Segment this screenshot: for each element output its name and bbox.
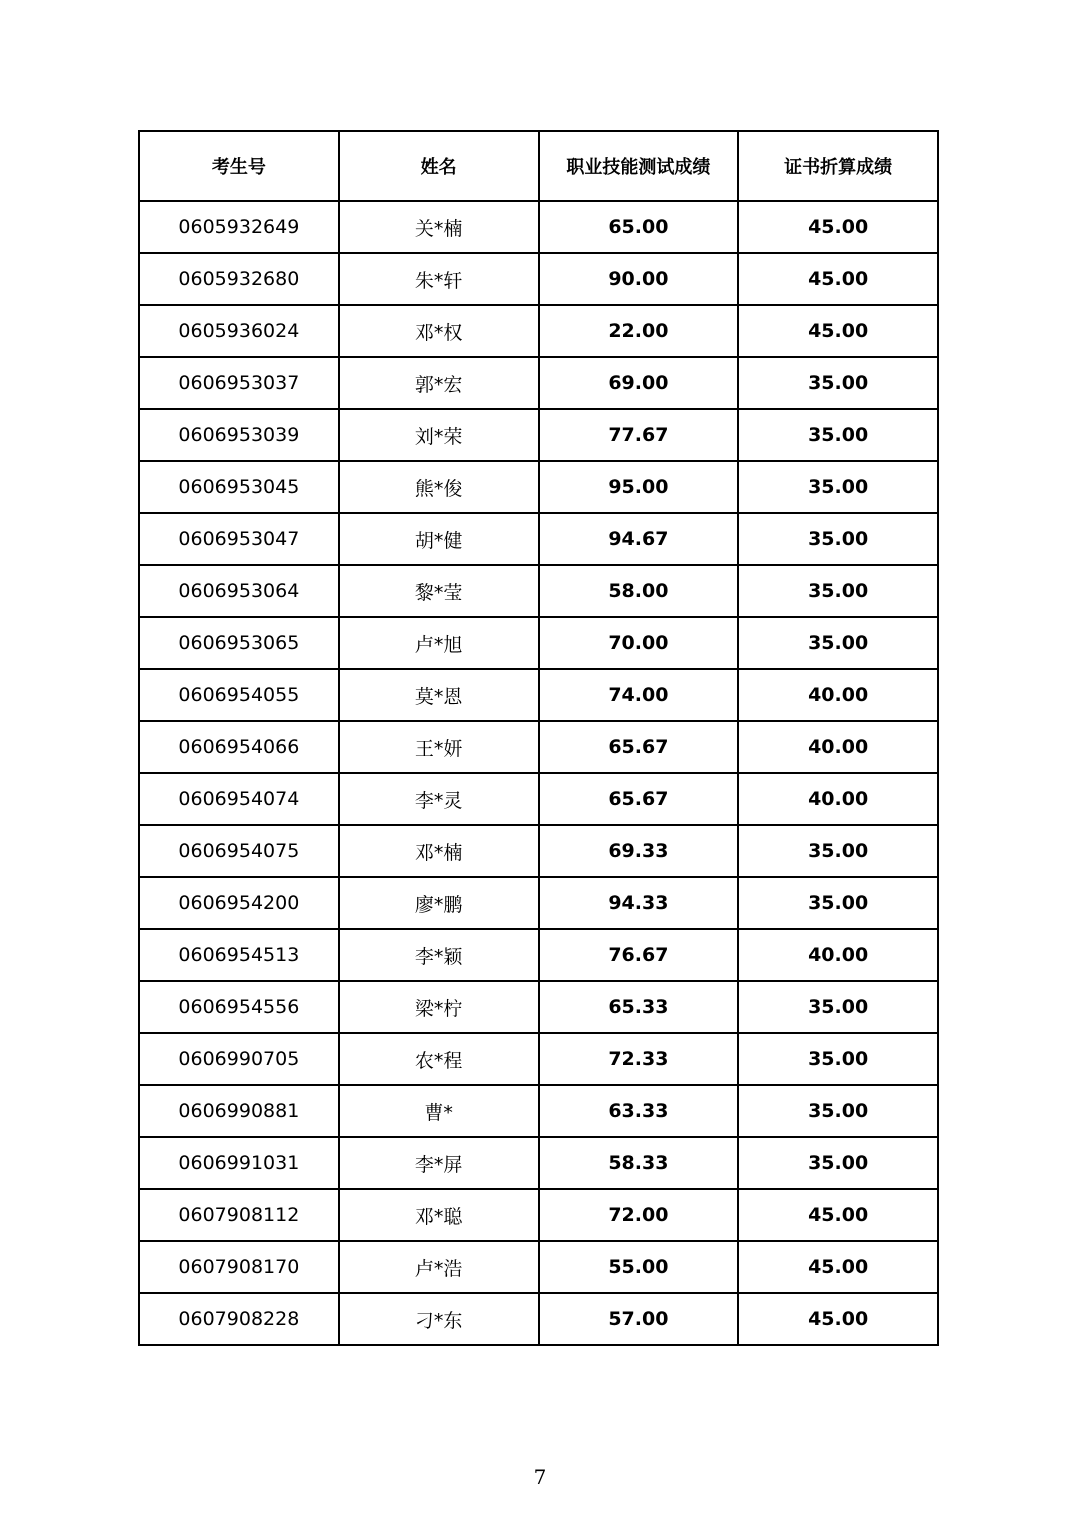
- cert-score-cell: 35.00: [738, 877, 938, 929]
- table-row: [139, 825, 938, 877]
- table-row: [139, 253, 938, 305]
- name-cell: 朱*轩: [339, 253, 539, 305]
- cert-score-cell: 35.00: [738, 461, 938, 513]
- cert-score-cell: 45.00: [738, 201, 938, 253]
- cert-score-cell: 35.00: [738, 981, 938, 1033]
- skill-score-cell: 70.00: [539, 617, 739, 669]
- cert-score-cell: 45.00: [738, 1241, 938, 1293]
- table-row: [139, 1137, 938, 1189]
- score-table: [138, 130, 939, 1346]
- name-cell: 郭*宏: [339, 357, 539, 409]
- table-row: [139, 1085, 938, 1137]
- exam-id-cell: 0606953064: [139, 565, 339, 617]
- exam-id-cell: 0606954200: [139, 877, 339, 929]
- table-row: [139, 357, 938, 409]
- name-cell: 黎*莹: [339, 565, 539, 617]
- skill-score-cell: 65.00: [539, 201, 739, 253]
- cert-score-cell: 35.00: [738, 513, 938, 565]
- cert-score-cell: 35.00: [738, 357, 938, 409]
- skill-score-cell: 94.33: [539, 877, 739, 929]
- exam-id-cell: 0606954055: [139, 669, 339, 721]
- table-row: [139, 721, 938, 773]
- cert-score-cell: 35.00: [738, 565, 938, 617]
- header-skill-score: 职业技能测试成绩: [539, 131, 739, 201]
- skill-score-cell: 74.00: [539, 669, 739, 721]
- name-cell: 李*灵: [339, 773, 539, 825]
- exam-id-cell: 0605932649: [139, 201, 339, 253]
- table-row: [139, 409, 938, 461]
- cert-score-cell: 45.00: [738, 1293, 938, 1345]
- exam-id-cell: 0606954066: [139, 721, 339, 773]
- name-cell: 卢*浩: [339, 1241, 539, 1293]
- name-cell: 邓*楠: [339, 825, 539, 877]
- cert-score-cell: 35.00: [738, 617, 938, 669]
- name-cell: 刘*荣: [339, 409, 539, 461]
- skill-score-cell: 63.33: [539, 1085, 739, 1137]
- header-exam-id: 考生号: [139, 131, 339, 201]
- exam-id-cell: 0606953037: [139, 357, 339, 409]
- table-row: [139, 929, 938, 981]
- table-row: [139, 617, 938, 669]
- table-row: [139, 877, 938, 929]
- exam-id-cell: 0606953047: [139, 513, 339, 565]
- table-row: [139, 981, 938, 1033]
- cert-score-cell: 40.00: [738, 721, 938, 773]
- exam-id-cell: 0606991031: [139, 1137, 339, 1189]
- name-cell: 王*妍: [339, 721, 539, 773]
- exam-id-cell: 0606953039: [139, 409, 339, 461]
- name-cell: 莫*恩: [339, 669, 539, 721]
- cert-score-cell: 35.00: [738, 825, 938, 877]
- skill-score-cell: 69.00: [539, 357, 739, 409]
- exam-id-cell: 0606954074: [139, 773, 339, 825]
- skill-score-cell: 72.33: [539, 1033, 739, 1085]
- skill-score-cell: 65.67: [539, 773, 739, 825]
- exam-id-cell: 0606990705: [139, 1033, 339, 1085]
- table-header-row: [139, 131, 938, 201]
- skill-score-cell: 65.67: [539, 721, 739, 773]
- exam-id-cell: 0606954556: [139, 981, 339, 1033]
- cert-score-cell: 40.00: [738, 773, 938, 825]
- cert-score-cell: 45.00: [738, 1189, 938, 1241]
- exam-id-cell: 0606954513: [139, 929, 339, 981]
- cert-score-cell: 35.00: [738, 1033, 938, 1085]
- cert-score-cell: 35.00: [738, 409, 938, 461]
- name-cell: 梁*柠: [339, 981, 539, 1033]
- skill-score-cell: 77.67: [539, 409, 739, 461]
- exam-id-cell: 0605932680: [139, 253, 339, 305]
- skill-score-cell: 76.67: [539, 929, 739, 981]
- exam-id-cell: 0607908112: [139, 1189, 339, 1241]
- name-cell: 卢*旭: [339, 617, 539, 669]
- skill-score-cell: 57.00: [539, 1293, 739, 1345]
- skill-score-cell: 69.33: [539, 825, 739, 877]
- exam-id-cell: 0606953045: [139, 461, 339, 513]
- table-row: [139, 461, 938, 513]
- page-number: 7: [533, 1465, 547, 1489]
- name-cell: 邓*聪: [339, 1189, 539, 1241]
- table-row: [139, 1033, 938, 1085]
- table-row: [139, 669, 938, 721]
- name-cell: 邓*权: [339, 305, 539, 357]
- table-row: [139, 305, 938, 357]
- table-row: [139, 773, 938, 825]
- table-body: [139, 201, 938, 1345]
- cert-score-cell: 45.00: [738, 253, 938, 305]
- name-cell: 胡*健: [339, 513, 539, 565]
- exam-id-cell: 0606990881: [139, 1085, 339, 1137]
- name-cell: 廖*鹏: [339, 877, 539, 929]
- skill-score-cell: 65.33: [539, 981, 739, 1033]
- name-cell: 刁*东: [339, 1293, 539, 1345]
- exam-id-cell: 0606954075: [139, 825, 339, 877]
- skill-score-cell: 72.00: [539, 1189, 739, 1241]
- skill-score-cell: 94.67: [539, 513, 739, 565]
- table-row: [139, 565, 938, 617]
- name-cell: 李*屏: [339, 1137, 539, 1189]
- name-cell: 李*颖: [339, 929, 539, 981]
- exam-id-cell: 0607908170: [139, 1241, 339, 1293]
- skill-score-cell: 22.00: [539, 305, 739, 357]
- header-cert-score: 证书折算成绩: [738, 131, 938, 201]
- name-cell: 曹*: [339, 1085, 539, 1137]
- skill-score-cell: 58.33: [539, 1137, 739, 1189]
- table-row: [139, 1241, 938, 1293]
- exam-id-cell: 0605936024: [139, 305, 339, 357]
- table-row: [139, 201, 938, 253]
- header-name: 姓名: [339, 131, 539, 201]
- name-cell: 农*程: [339, 1033, 539, 1085]
- exam-id-cell: 0606953065: [139, 617, 339, 669]
- cert-score-cell: 45.00: [738, 305, 938, 357]
- name-cell: 关*楠: [339, 201, 539, 253]
- name-cell: 熊*俊: [339, 461, 539, 513]
- table-row: [139, 513, 938, 565]
- cert-score-cell: 40.00: [738, 669, 938, 721]
- table-row: [139, 1189, 938, 1241]
- cert-score-cell: 40.00: [738, 929, 938, 981]
- skill-score-cell: 58.00: [539, 565, 739, 617]
- skill-score-cell: 90.00: [539, 253, 739, 305]
- skill-score-cell: 55.00: [539, 1241, 739, 1293]
- exam-id-cell: 0607908228: [139, 1293, 339, 1345]
- skill-score-cell: 95.00: [539, 461, 739, 513]
- table-row: [139, 1293, 938, 1345]
- cert-score-cell: 35.00: [738, 1137, 938, 1189]
- cert-score-cell: 35.00: [738, 1085, 938, 1137]
